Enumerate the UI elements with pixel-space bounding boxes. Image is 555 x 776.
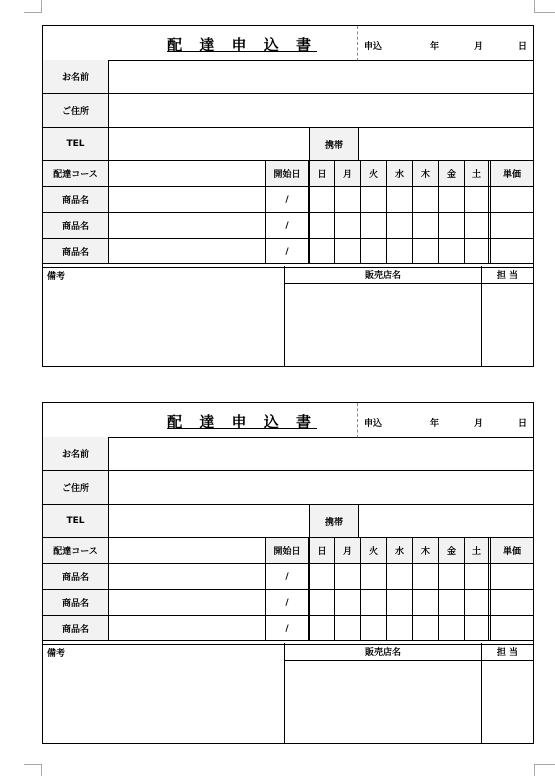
header-title-area (43, 403, 357, 438)
product-row (43, 239, 533, 264)
course-header-row (43, 161, 533, 187)
day-cell[interactable] (465, 590, 489, 615)
day-cell[interactable] (309, 590, 335, 615)
tel-row (43, 128, 533, 161)
remarks-field[interactable] (43, 280, 284, 366)
product-label: 商品名 (43, 616, 109, 641)
day-cell[interactable] (465, 213, 489, 238)
month-label: 月 (474, 42, 484, 52)
weekday-fri: 金 (439, 161, 465, 186)
course-header-row (43, 538, 533, 564)
day-label: 日 (518, 42, 528, 52)
tel-label: TEL (43, 128, 109, 160)
name-row (43, 437, 533, 471)
day-cell[interactable] (335, 590, 361, 615)
mobile-label: 携帯 (310, 128, 359, 160)
store-field[interactable] (285, 284, 481, 366)
address-row (43, 94, 533, 128)
day-cell[interactable] (361, 187, 387, 212)
weekday-tue: 火 (361, 161, 387, 186)
day-cell[interactable] (439, 239, 465, 264)
unit-price-label: 単価 (490, 161, 533, 186)
day-cell[interactable] (335, 616, 361, 641)
day-cell[interactable] (387, 187, 413, 212)
weekday-thu: 木 (413, 161, 439, 186)
name-field[interactable] (109, 60, 533, 93)
weekday-wed: 水 (387, 161, 413, 186)
date-area (357, 26, 533, 61)
store-label: 販売店名 (285, 266, 481, 284)
name-label: お名前 (43, 437, 109, 470)
day-cell[interactable] (413, 213, 439, 238)
day-cell[interactable] (413, 616, 439, 641)
day-cell[interactable] (309, 616, 335, 641)
product-label: 商品名 (43, 590, 109, 615)
weekday-sat: 土 (465, 538, 489, 563)
start-date-field[interactable]: / (266, 564, 309, 589)
remarks-label: 備考 (47, 272, 66, 282)
staff-field[interactable] (482, 284, 533, 366)
day-cell[interactable] (309, 564, 335, 589)
weekday-sun: 日 (309, 161, 335, 186)
address-label: ご住所 (43, 94, 109, 127)
product-field[interactable] (109, 564, 266, 589)
unit-price-field[interactable] (490, 564, 533, 589)
day-cell[interactable] (309, 213, 335, 238)
name-label: お名前 (43, 60, 109, 93)
crop-mark (41, 0, 42, 13)
crop-mark (534, 0, 535, 13)
unit-price-field[interactable] (490, 590, 533, 615)
unit-price-field[interactable] (490, 213, 533, 238)
name-field[interactable] (109, 437, 533, 470)
product-label: 商品名 (43, 187, 109, 212)
unit-price-field[interactable] (490, 239, 533, 264)
course-field[interactable] (109, 538, 266, 563)
day-cell[interactable] (439, 616, 465, 641)
product-label: 商品名 (43, 239, 109, 264)
day-cell[interactable] (335, 564, 361, 589)
weekday-mon: 月 (335, 161, 361, 186)
store-field[interactable] (285, 661, 481, 743)
product-row (43, 187, 533, 213)
start-date-field[interactable]: / (266, 213, 309, 238)
form-title: 配 達 申 込 書 (167, 36, 317, 54)
course-label: 配達コース (43, 538, 109, 563)
weekday-tue: 火 (361, 538, 387, 563)
start-date-field[interactable]: / (266, 616, 309, 641)
delivery-form-2 (42, 402, 534, 744)
crop-mark (534, 764, 555, 765)
unit-price-field[interactable] (490, 187, 533, 212)
product-field[interactable] (109, 590, 266, 615)
course-label: 配達コース (43, 161, 109, 186)
start-label: 開始日 (266, 538, 309, 563)
year-label: 年 (430, 42, 440, 52)
day-cell[interactable] (465, 187, 489, 212)
start-date-field[interactable]: / (266, 590, 309, 615)
day-cell[interactable] (387, 239, 413, 264)
product-field[interactable] (109, 213, 266, 238)
day-cell[interactable] (335, 187, 361, 212)
product-row (43, 590, 533, 616)
product-field[interactable] (109, 187, 266, 212)
product-row (43, 213, 533, 239)
staff-field[interactable] (482, 661, 533, 743)
delivery-form-1 (42, 25, 534, 367)
weekday-fri: 金 (439, 538, 465, 563)
start-label: 開始日 (266, 161, 309, 186)
weekday-sun: 日 (309, 538, 335, 563)
day-cell[interactable] (361, 213, 387, 238)
name-row (43, 60, 533, 94)
day-cell[interactable] (413, 590, 439, 615)
product-label: 商品名 (43, 213, 109, 238)
crop-mark (534, 764, 535, 776)
tel-label: TEL (43, 505, 109, 537)
start-date-field[interactable]: / (266, 239, 309, 264)
start-date-field[interactable]: / (266, 187, 309, 212)
crop-mark (24, 12, 42, 13)
day-cell[interactable] (387, 590, 413, 615)
crop-mark (41, 764, 42, 776)
product-row (43, 564, 533, 590)
course-field[interactable] (109, 161, 266, 186)
day-cell[interactable] (387, 213, 413, 238)
day-cell[interactable] (413, 187, 439, 212)
crop-mark (534, 12, 555, 13)
crop-mark (24, 764, 42, 765)
day-cell[interactable] (465, 239, 489, 264)
mobile-field[interactable] (359, 128, 533, 160)
day-cell[interactable] (361, 239, 387, 264)
month-label: 月 (474, 419, 484, 429)
remarks-label: 備考 (47, 649, 66, 659)
day-cell[interactable] (439, 590, 465, 615)
weekday-mon: 月 (335, 538, 361, 563)
day-cell[interactable] (309, 239, 335, 264)
mobile-label: 携帯 (310, 505, 359, 537)
day-cell[interactable] (335, 239, 361, 264)
day-cell[interactable] (439, 187, 465, 212)
day-cell[interactable] (387, 564, 413, 589)
weekday-wed: 水 (387, 538, 413, 563)
apply-label: 申込 (364, 419, 383, 429)
day-cell[interactable] (413, 239, 439, 264)
mobile-field[interactable] (359, 505, 533, 537)
day-cell[interactable] (387, 616, 413, 641)
apply-label: 申込 (364, 42, 383, 52)
year-label: 年 (430, 419, 440, 429)
weekday-sat: 土 (465, 161, 489, 186)
address-label: ご住所 (43, 471, 109, 504)
day-cell[interactable] (361, 590, 387, 615)
staff-label: 担 当 (482, 266, 533, 284)
address-field[interactable] (109, 94, 533, 127)
form-title: 配 達 申 込 書 (167, 413, 317, 431)
address-row (43, 471, 533, 505)
staff-label: 担 当 (482, 643, 533, 661)
remarks-field[interactable] (43, 657, 284, 743)
tel-row (43, 505, 533, 538)
weekday-thu: 木 (413, 538, 439, 563)
day-cell[interactable] (361, 616, 387, 641)
product-row (43, 616, 533, 641)
tel-field[interactable] (109, 505, 310, 537)
product-field[interactable] (109, 616, 266, 641)
product-label: 商品名 (43, 564, 109, 589)
unit-price-field[interactable] (490, 616, 533, 641)
date-area (357, 403, 533, 438)
day-cell[interactable] (335, 213, 361, 238)
store-label: 販売店名 (285, 643, 481, 661)
header-title-area (43, 26, 357, 61)
day-cell[interactable] (439, 213, 465, 238)
day-cell[interactable] (413, 564, 439, 589)
day-cell[interactable] (465, 564, 489, 589)
day-cell[interactable] (465, 616, 489, 641)
address-field[interactable] (109, 471, 533, 504)
tel-field[interactable] (109, 128, 310, 160)
product-field[interactable] (109, 239, 266, 264)
day-label: 日 (518, 419, 528, 429)
unit-price-label: 単価 (490, 538, 533, 563)
day-cell[interactable] (361, 564, 387, 589)
day-cell[interactable] (439, 564, 465, 589)
day-cell[interactable] (309, 187, 335, 212)
